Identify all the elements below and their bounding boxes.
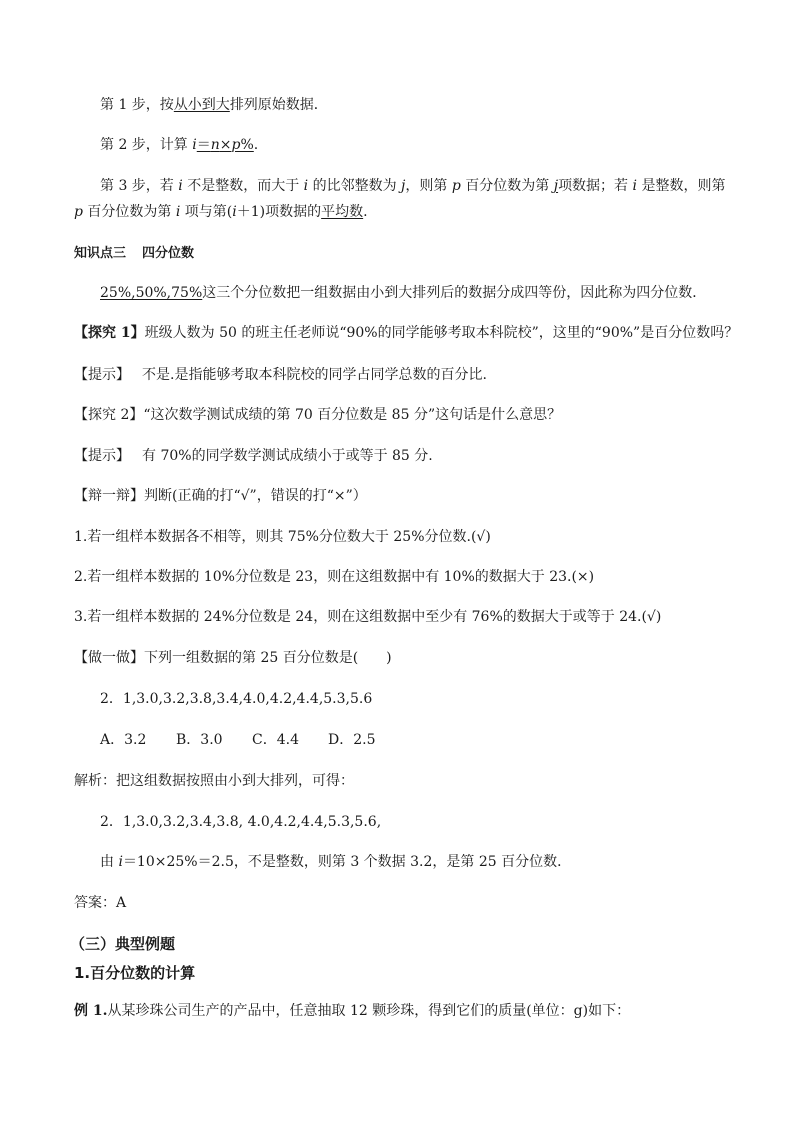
analysis-text: 解析：把这组数据按照由小到大排列，可得：	[74, 773, 354, 789]
try-it-heading: 【做一做】下列一组数据的第 25 百分位数是( )	[74, 650, 392, 666]
judge-item-1: 1.若一组样本数据各不相等，则其 75%分位数大于 25%分位数.(√)	[74, 529, 491, 545]
option-c: C．4.4	[252, 732, 299, 748]
subsection-1-heading: 1.百分位数的计算	[74, 964, 196, 982]
option-d: D．2.5	[328, 732, 376, 748]
quartile-definition: 25%,50%,75%这三个分位数把一组数据由小到大排列后的数据分成四等份，因此称为四分位数．	[100, 285, 707, 301]
example-1: 例 1.从某珍珠公司生产的产品中，任意抽取 12 颗珍珠，得到它们的质量(单位：g)如下：	[74, 1003, 631, 1019]
judge-item-2: 2.若一组样本数据的 10%分位数是 23，则在这组数据中有 10%的数据大于 23.(×)	[74, 569, 595, 585]
answer-text: 答案：A	[74, 895, 127, 911]
calculation-text: 由 i＝10×25%＝2.5，不是整数，则第 3 个数据 3.2，是第 25 百分位数．	[100, 854, 572, 870]
explore-2: 【探究 2】“这次数学测试成绩的第 70 百分位数是 85 分”这句话是什么意思？	[74, 407, 562, 423]
step-3-line-2: p 百分位数为第 i 项与第(i＋1)项数据的平均数.	[74, 204, 368, 220]
option-a: A．3.2	[100, 732, 147, 748]
explore-1: 【探究 1】班级人数为 50 的班主任老师说“90%的同学能够考取本科院校”，这里的“90%”是百分位数吗？	[74, 325, 739, 341]
step-1: 第 1 步，按从小到大排列原始数据．	[100, 97, 328, 113]
step-2: 第 2 步，计算 i＝n×p%.	[100, 137, 259, 153]
data-list-1: 2．1,3.0,3.2,3.8,3.4,4.0,4.2,4.4,5.3,5.6	[100, 691, 373, 707]
step-3-line-1: 第 3 步，若 i 不是整数，而大于 i 的比邻整数为 j，则第 p 百分位数为第 j项数据；若 i 是整数，则第	[100, 178, 726, 194]
option-b: B．3.0	[176, 732, 223, 748]
hint-1: 【提示】 不是.是指能够考取本科院校的同学占同学总数的百分比.	[74, 367, 487, 383]
answer-options	[100, 730, 376, 750]
data-list-2: 2．1,3.0,3.2,3.4,3.8, 4.0,4.2,4.4,5.3,5.6,	[100, 814, 382, 830]
debate-heading: 【辩一辩】判断(正确的打“√”，错误的打“×”）	[74, 488, 367, 504]
hint-2: 【提示】 有 70%的同学数学测试成绩小于或等于 85 分.	[74, 448, 433, 464]
knowledge-point-3-heading: 知识点三 四分位数	[74, 246, 195, 261]
section-3-heading: （三）典型例题	[70, 935, 176, 953]
judge-item-3: 3.若一组样本数据的 24%分位数是 24，则在这组数据中至少有 76%的数据大于或等于 24.(√)	[74, 609, 662, 625]
